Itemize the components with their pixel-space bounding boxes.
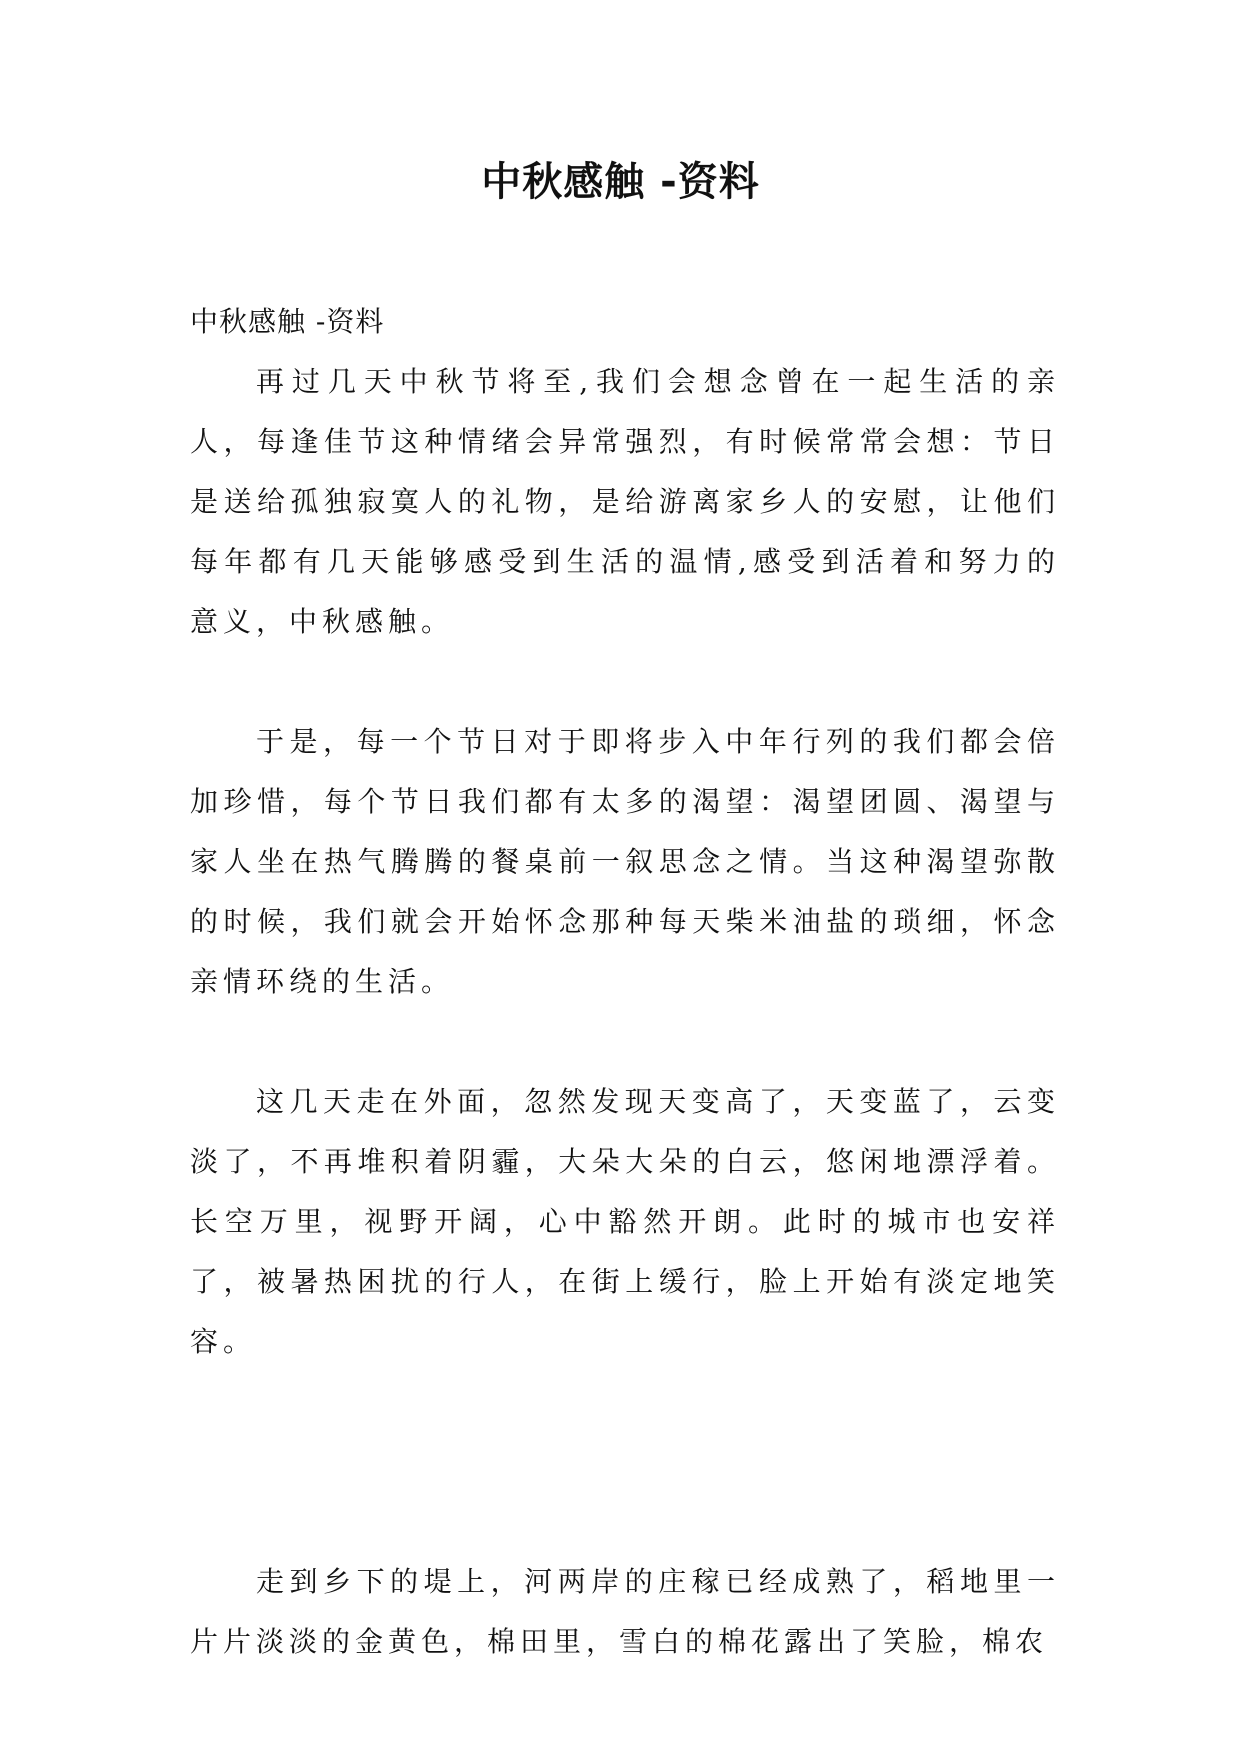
paragraph: 于是，每一个节日对于即将步入中年行列的我们都会倍加珍惜，每个节日我们都有太多的渴望：渴望团圆、渴望与家人坐在热气腾腾的餐桌前一叙思念之情。当这种渴望弥散的时候，我们就会开始怀念那种每天柴米油盐的琐细，怀念亲情环绕的生活。 [190, 725, 1060, 998]
document-title: 中秋感触 -资料 [481, 159, 760, 205]
document-body [190, 292, 1060, 1672]
paragraph-spacer [190, 652, 1060, 712]
paragraph: 再过几天中秋节将至,我们会想念曾在一起生活的亲人，每逢佳节这种情绪会异常强烈，有时候常常会想：节日是送给孤独寂寞人的礼物，是给游离家乡人的安慰，让他们每年都有几天能够感受到生活的温情,感受到活着和努力的意义，中秋感触。 [190, 365, 1060, 638]
paragraph: 走到乡下的堤上，河两岸的庄稼已经成熟了，稻地里一片片淡淡的金黄色，棉田里，雪白的棉花露出了笑脸，棉农 [190, 1565, 1060, 1658]
paragraph: 这几天走在外面，忽然发现天变高了，天变蓝了，云变淡了，不再堆积着阴霾，大朵大朵的白云，悠闲地漂浮着。长空万里，视野开阔，心中豁然开朗。此时的城市也安祥了，被暑热困扰的行人，在街上缓行，脸上开始有淡定地笑容。 [190, 1085, 1060, 1358]
paragraph-spacer [190, 1372, 1060, 1552]
document-subtitle: 中秋感触 -资料 [190, 305, 385, 338]
paragraph-spacer [190, 1012, 1060, 1072]
